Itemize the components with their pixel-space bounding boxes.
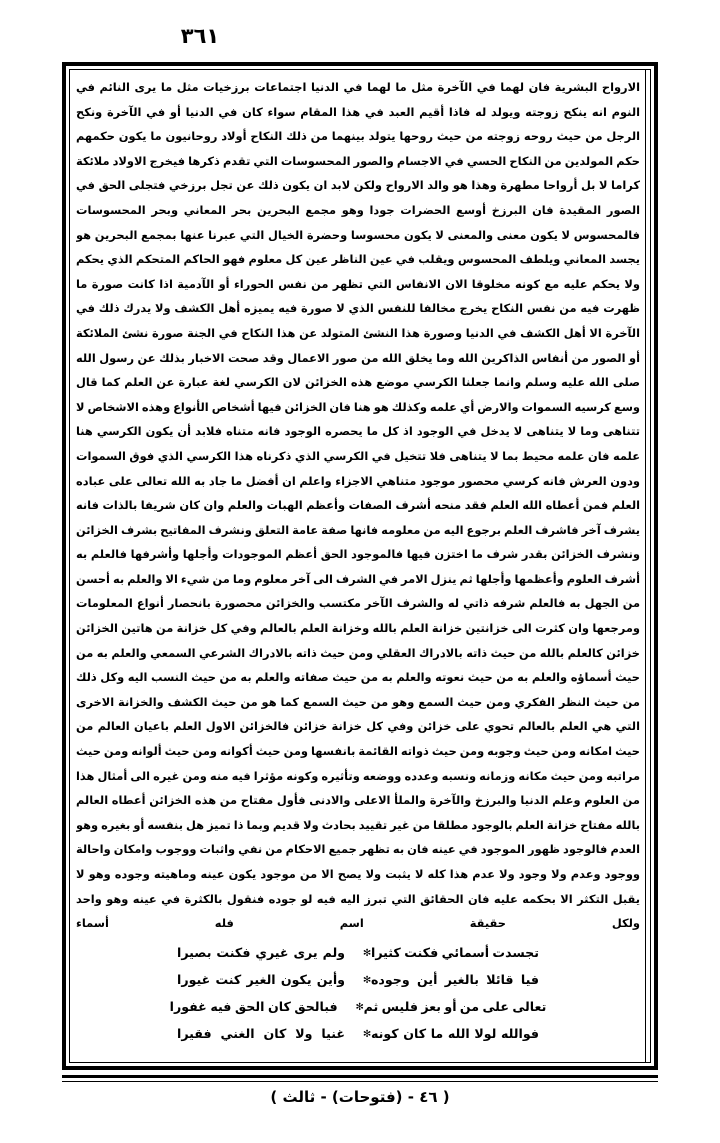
star-separator-icon: ✻ [362,947,371,959]
footer-rule-thin [62,1081,658,1082]
body-paragraph: الارواح البشرية فان لهما في الآخرة مثل ما لهما في الدنيا اجتماعات برزخيات مثل ما يرى النائم في النوم انه ينكح زوجته ويولد له فاذا أقيم العبد في هذا المقام سواء كان في الدنيا أو في الآخرة ونكح الرجل من حيث روحه زوجته من حيث روحها يتولد بينهما من ذلك النكاح أولاد روحانيون ما يكون حكمهم حكم المولدين من النكاح الحسي في الاجسام والصور المحسوسات التي تقدم ذكرها فيخرج الاولاد ملائكة كراما لا بل أرواحا مطهرة وهذا هو والد الارواح ولكن لابد ان يكون ذلك عن تجل برزخي فتجلى الحق في الصور المقيدة فان البرزخ أوسع الحضرات جودا وهو مجمع البحرين بحر المعاني وبحر المحسوسات فالمحسوس لا يكون معنى والمعنى لا يكون محسوسا وحضرة الخيال التي عبرنا عنها بمجمع البحرين هو يجسد المعاني ويلطف المحسوس ويقلب في عين الناظر عين كل معلوم فهو الحاكم المتحكم الذي يحكم ولا يحكم عليه مع كونه مخلوقا الان الانفاس التي تظهر من نفس الحوراء أو الآدمية اذا كانت صورة ما ظهرت فيه من نفس النكاح يخرج مخالفا للنفس الذي لا صورة فيه يميزه أهل الكشف ولا يدرك ذلك في الآخرة الا أهل الكشف في الدنيا وصورة هذا النشئ المتولد عن هذا النكاح في الجنة صورة نشئ الملائكة أو الصور من أنفاس الذاكرين الله وما يخلق الله من صور الاعمال وقد صحت الاخبار بذلك عن رسول الله صلى الله عليه وسلم وانما جعلنا الكرسي موضع هذه الخزائن لان الكرسي لغة عبارة عن العلم كما قال وسع كرسيه السموات والارض أي علمه وكذلك هو هنا فان الخزائن فيها أشخاص الأنواع وهذه الاشخاص لا تتناهى وما لا يتناهى لا يدخل في الوجود اذ كل ما يحصره الوجود فانه متناه فلابد أن يكون الكرسي هنا علمه فان علمه محيط بما لا يتناهى فلا تتخيل في الكرسي الذي ذكرناه هذا الكرسي الذي فوق السموات ودون العرش فانه كرسي محصور موجود متناهي الاجزاء واعلم ان أفضل ما جاد به الله تعالى على عباده العلم فمن أعطاه الله العلم فقد منحه أشرف الصفات وأعظم الهبات والعلم وان كان شريفا بالذات فانه يشرف آخر فاشرف العلم برجوع اليه من معلومه فانها صفة عامة التعلق ونشرف المفاتيح بشرف الخزائن ونشرف الخزائن بقدر شرف ما اختزن فيها فالموجود الحق أعظم الموجودات وأجلها وأشرفها فالعلم به أشرف العلوم وأعظمها وأجلها ثم ينزل الامر في الشرف الى آخر معلوم وما من شيء الا والعلم به أحسن من الجهل به فالعلم شرفه ذاتي له والشرف الآخر مكتسب والخزائن محصورة بانحصار أنواع المعلومات ومرجعها وان كثرت الى خزانتين خزانة العلم بالله وخزانة العلم بالعالم وفي كل خزانة من هاتين الخزائن خزائن كالعلم بالله من حيث ذاته بالادراك العقلي ومن حيث ذاته بالادراك الشرعي السمعي والعلم به من حيث أسماؤه والعلم به من حيث نعوته والعلم به من حيث صفاته والعلم به من حيث النسب اليه وكل ذلك من حيث النظر الفكري ومن حيث السمع وهو من حيث السمع كما هو من حيث الكشف والخزانة الاخرى التي هي العلم بالعالم تحوي على خزائن وفي كل خزانة خزائن فالخزائن الاول العلم باعيان العالم من حيث امكانه ومن حيث وجوبه ومن حيث ذواته القائمة بانفسها ومن حيث أكوانه ومن حيث ألوانه ومن حيث مراتبه ومن حيث مكانه وزمانه ونسبه وعدده ووضعه وتأثيره وكونه مؤثرا فيه منه ومن غيره الى أمثال هذا من العلوم وعلم الدنيا والبرزخ والآخرة والملأ الاعلى والادنى فأول مفتاح من هذه الخزائن أعطاه العالم بالله مفتاح خزانة العلم بالوجود مطلقا من غير تقييد بحادث ولا قديم وبما ذا تميز هل بنفسه أو بغيره وهو العدم فالوجود ظهور الموجود في عينه فان به تظهر جميع الاحكام من نفي واثبات ووجوب وامكان واحالة ووجود وعدم ولا وجود ولا عدم هذا كله لا يثبت ولا يصح الا من موجود يكون عينه وماهيته وجوده وهو لا يقبل التكثر الا بحكمه عليه فان الحقائق التي تبرز اليه فيه لو جوده فنقول بالكثرة في عينه وهو واحد ولكل حقيقة اسم فله أسماء [76,80,640,931]
hemistich-first: تجسدت أسمائي فكنت كثيرا [371,944,539,960]
poem-block [76,940,640,1048]
hemistich-second: ولم يرى غيري فكنت بصيرا [177,944,345,960]
poem-line [76,994,640,1021]
hemistich-first: تعالى على من أو بعز فليس ثم [363,998,547,1014]
text-frame [62,62,658,1070]
poem-line [76,967,640,994]
text-body [76,75,640,1058]
star-separator-icon: ✻ [362,1028,371,1040]
poem-line [76,1021,640,1048]
hemistich-first: فيا قائلا بالغير أين وجوده [371,971,539,987]
star-separator-icon: ✻ [355,1001,364,1013]
footer-rule-thick [62,1075,658,1078]
hemistich-second: فبالحق كان الحق فيه غفورا [169,998,338,1014]
hemistich-first: فوالله لولا الله ما كان كونه [371,1025,539,1041]
page-number: ٣٦١ [180,24,220,48]
star-separator-icon: ✻ [362,974,371,986]
signature-mark: ( ٤٦ - (فتوحات) - ثالث ) [270,1088,450,1106]
hemistich-second: وأين يكون الغير كنت غيورا [177,971,345,987]
side-rule [645,69,646,1063]
poem-line [76,940,640,967]
hemistich-second: غنيا ولا كان الغني فقيرا [177,1025,345,1041]
